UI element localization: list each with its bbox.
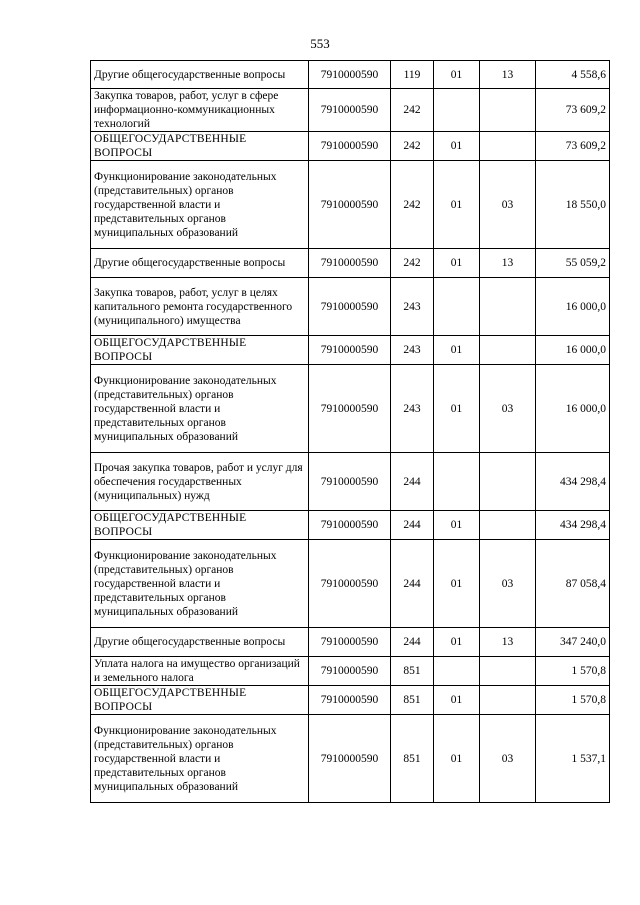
cell-section: 01 (434, 249, 480, 278)
cell-name: ОБЩЕГОСУДАРСТВЕННЫЕ ВОПРОСЫ (91, 511, 309, 540)
cell-subsection: 13 (480, 628, 536, 657)
cell-section (434, 89, 480, 132)
cell-subsection: 03 (480, 715, 536, 803)
table-row (91, 686, 610, 715)
cell-subsection (480, 132, 536, 161)
cell-target-code: 7910000590 (309, 657, 391, 686)
cell-name: Закупка товаров, работ, услуг в целях капитального ремонта государственного (муниципального) имущества (91, 278, 309, 336)
cell-name: Другие общегосударственные вопросы (91, 249, 309, 278)
cell-name: ОБЩЕГОСУДАРСТВЕННЫЕ ВОПРОСЫ (91, 336, 309, 365)
cell-section: 01 (434, 715, 480, 803)
cell-subsection (480, 657, 536, 686)
cell-subsection (480, 511, 536, 540)
cell-subsection: 13 (480, 249, 536, 278)
table-row (91, 336, 610, 365)
cell-section: 01 (434, 365, 480, 453)
cell-subsection (480, 453, 536, 511)
cell-target-code: 7910000590 (309, 61, 391, 89)
page-number: 553 (310, 36, 330, 51)
cell-amount: 87 058,4 (536, 540, 610, 628)
budget-table-body (91, 61, 610, 803)
cell-amount: 16 000,0 (536, 365, 610, 453)
cell-amount: 73 609,2 (536, 132, 610, 161)
cell-name: Функционирование законодательных (представительных) органов государственной власти и представительных органов муниципальных образований (91, 715, 309, 803)
cell-target-code: 7910000590 (309, 89, 391, 132)
cell-expense-type: 243 (391, 365, 434, 453)
cell-target-code: 7910000590 (309, 540, 391, 628)
cell-target-code: 7910000590 (309, 715, 391, 803)
cell-expense-type: 851 (391, 715, 434, 803)
cell-name: Функционирование законодательных (представительных) органов государственной власти и представительных органов муниципальных образований (91, 161, 309, 249)
cell-target-code: 7910000590 (309, 161, 391, 249)
cell-expense-type: 851 (391, 686, 434, 715)
cell-name: ОБЩЕГОСУДАРСТВЕННЫЕ ВОПРОСЫ (91, 686, 309, 715)
cell-section (434, 657, 480, 686)
cell-name: Функционирование законодательных (представительных) органов государственной власти и представительных органов муниципальных образований (91, 540, 309, 628)
cell-subsection: 03 (480, 540, 536, 628)
cell-expense-type: 851 (391, 657, 434, 686)
table-row (91, 715, 610, 803)
budget-table (90, 60, 610, 803)
table-row (91, 540, 610, 628)
table-row (91, 89, 610, 132)
cell-subsection (480, 89, 536, 132)
cell-expense-type: 242 (391, 161, 434, 249)
cell-subsection (480, 686, 536, 715)
cell-name: Другие общегосударственные вопросы (91, 628, 309, 657)
cell-expense-type: 119 (391, 61, 434, 89)
cell-amount: 1 570,8 (536, 686, 610, 715)
table-row (91, 511, 610, 540)
cell-name: ОБЩЕГОСУДАРСТВЕННЫЕ ВОПРОСЫ (91, 132, 309, 161)
cell-section: 01 (434, 161, 480, 249)
table-row (91, 657, 610, 686)
cell-target-code: 7910000590 (309, 628, 391, 657)
cell-amount: 434 298,4 (536, 511, 610, 540)
table-row (91, 365, 610, 453)
table-row (91, 628, 610, 657)
cell-subsection: 03 (480, 365, 536, 453)
cell-subsection: 03 (480, 161, 536, 249)
cell-target-code: 7910000590 (309, 453, 391, 511)
cell-amount: 1 570,8 (536, 657, 610, 686)
cell-name: Прочая закупка товаров, работ и услуг для обеспечения государственных (муниципальных) нужд (91, 453, 309, 511)
cell-expense-type: 242 (391, 249, 434, 278)
cell-expense-type: 244 (391, 628, 434, 657)
table-row (91, 61, 610, 89)
cell-expense-type: 242 (391, 89, 434, 132)
cell-amount: 73 609,2 (536, 89, 610, 132)
cell-target-code: 7910000590 (309, 132, 391, 161)
cell-amount: 434 298,4 (536, 453, 610, 511)
cell-amount: 1 537,1 (536, 715, 610, 803)
cell-name: Уплата налога на имущество организаций и земельного налога (91, 657, 309, 686)
table-row (91, 453, 610, 511)
table-row (91, 132, 610, 161)
cell-target-code: 7910000590 (309, 686, 391, 715)
cell-expense-type: 242 (391, 132, 434, 161)
cell-subsection (480, 278, 536, 336)
cell-target-code: 7910000590 (309, 365, 391, 453)
cell-section: 01 (434, 540, 480, 628)
cell-target-code: 7910000590 (309, 249, 391, 278)
cell-amount: 16 000,0 (536, 336, 610, 365)
cell-expense-type: 243 (391, 336, 434, 365)
cell-name: Закупка товаров, работ, услуг в сфере информационно-коммуникационных технологий (91, 89, 309, 132)
cell-section (434, 453, 480, 511)
cell-section: 01 (434, 336, 480, 365)
cell-subsection (480, 336, 536, 365)
cell-target-code: 7910000590 (309, 278, 391, 336)
cell-expense-type: 244 (391, 511, 434, 540)
table-row (91, 249, 610, 278)
cell-name: Другие общегосударственные вопросы (91, 61, 309, 89)
cell-section: 01 (434, 132, 480, 161)
cell-amount: 347 240,0 (536, 628, 610, 657)
table-row (91, 161, 610, 249)
table-row (91, 278, 610, 336)
cell-amount: 4 558,6 (536, 61, 610, 89)
cell-subsection: 13 (480, 61, 536, 89)
cell-target-code: 7910000590 (309, 336, 391, 365)
cell-name: Функционирование законодательных (представительных) органов государственной власти и представительных органов муниципальных образований (91, 365, 309, 453)
cell-amount: 16 000,0 (536, 278, 610, 336)
cell-amount: 55 059,2 (536, 249, 610, 278)
cell-target-code: 7910000590 (309, 511, 391, 540)
cell-expense-type: 244 (391, 540, 434, 628)
cell-section: 01 (434, 511, 480, 540)
cell-section: 01 (434, 61, 480, 89)
cell-section: 01 (434, 686, 480, 715)
cell-expense-type: 243 (391, 278, 434, 336)
cell-section: 01 (434, 628, 480, 657)
cell-expense-type: 244 (391, 453, 434, 511)
cell-section (434, 278, 480, 336)
cell-amount: 18 550,0 (536, 161, 610, 249)
